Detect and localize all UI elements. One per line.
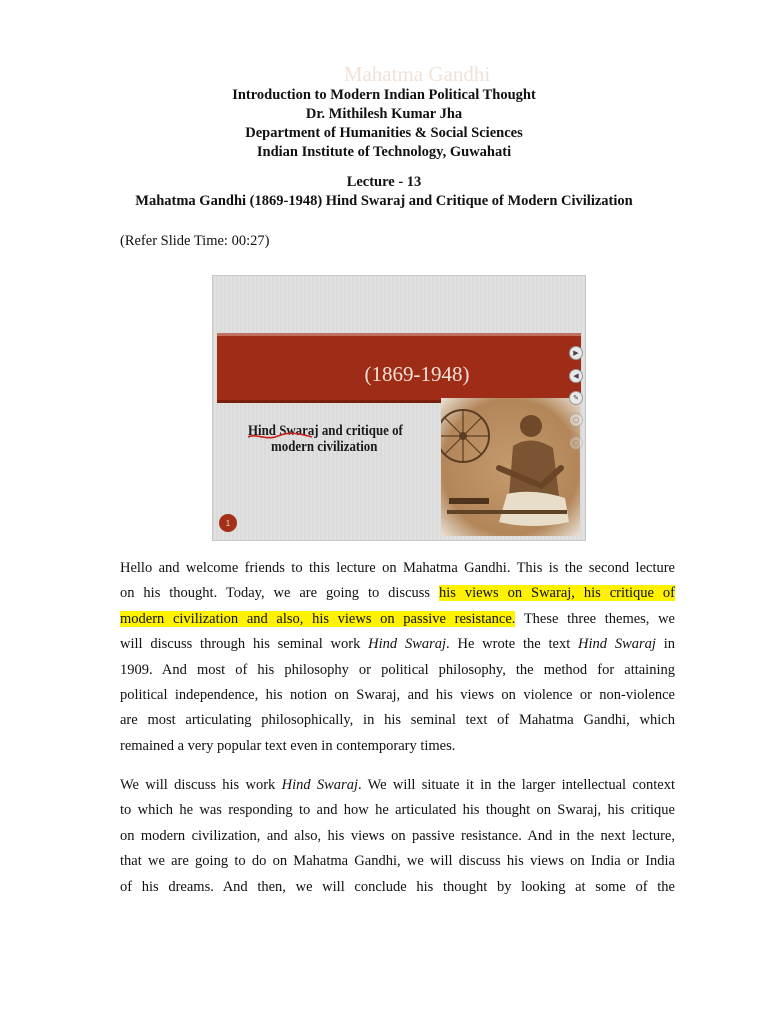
- refer-slide-time: (Refer Slide Time: 00:27): [120, 233, 270, 249]
- text-line: We will discuss his work Hind Swaraj. We will situate it in the larger intellectual context: [120, 777, 676, 793]
- lecture-title: Mahatma Gandhi (1869-1948) Hind Swaraj and Critique of Modern Civilization: [135, 193, 633, 209]
- slide-subtitle-line1: Hind Swaraj and critique of: [248, 423, 403, 439]
- text-line: Hello and welcome friends to this lecture on Mahatma Gandhi. This is the second lecture: [120, 560, 675, 576]
- document-header: [0, 86, 768, 211]
- pen-annotation-icon: [246, 428, 316, 442]
- department-name: Department of Humanities & Social Sciences: [245, 125, 523, 141]
- text-line: on modern civilization, and also, his views on passive resistance. And in the next lecture,: [120, 827, 675, 844]
- eraser-icon[interactable]: ○: [569, 413, 583, 427]
- circle-icon[interactable]: ○: [569, 436, 583, 450]
- instructor-name: Dr. Mithilesh Kumar Jha: [305, 106, 463, 122]
- paragraph-2: [120, 773, 675, 900]
- text-line: remained a very popular text even in contemporary times.: [120, 737, 456, 754]
- text-line: to which he was responding to and how he articulated his thought on Swaraj, his critique: [120, 802, 675, 819]
- lecture-number: Lecture - 13: [346, 174, 422, 190]
- highlighted-text: his views on Swaraj, his critique of: [438, 585, 675, 602]
- play-prev-icon[interactable]: ◀: [569, 369, 583, 383]
- text-line: of his dreams. And then, we will conclude his thought by looking at some of the: [120, 878, 675, 895]
- highlighted-text: modern civilization and also, his views on passive resistance.: [120, 610, 516, 627]
- text-line: modern civilization and also, his views on passive resistance. These three themes, we: [120, 610, 675, 627]
- text-line: political independence, his notion on Swaraj, and his views on violence or non-violence: [120, 687, 675, 704]
- text-line: 1909. And most of his philosophy or political philosophy, the method for attaining: [120, 661, 675, 678]
- pen-icon[interactable]: ✎: [569, 391, 583, 405]
- slide-title: Mahatma Gandhi: [343, 62, 491, 86]
- slide-subtitle-line2: modern civilization: [271, 439, 378, 455]
- text-line: will discuss through his seminal work Hind Swaraj. He wrote the text Hind Swaraj in: [120, 636, 675, 653]
- course-title: Introduction to Modern Indian Political Thought: [232, 87, 536, 103]
- play-next-icon[interactable]: ▶: [569, 346, 583, 360]
- text-line: on his thought. Today, we are going to discuss his views on Swaraj, his critique of: [120, 585, 675, 602]
- gandhi-spinning-wheel-photo: [441, 398, 580, 536]
- text-line: are most articulating philosophically, in his seminal text of Mahatma Gandhi, which: [120, 712, 675, 729]
- institute-name: Indian Institute of Technology, Guwahati: [256, 144, 512, 160]
- paragraph-1: [120, 556, 675, 759]
- text-line: that we are going to do on Mahatma Gandhi, we will discuss his views on India or India: [120, 853, 675, 870]
- slide-years: (1869-1948): [364, 362, 470, 386]
- slide-number-badge: 1: [219, 514, 237, 532]
